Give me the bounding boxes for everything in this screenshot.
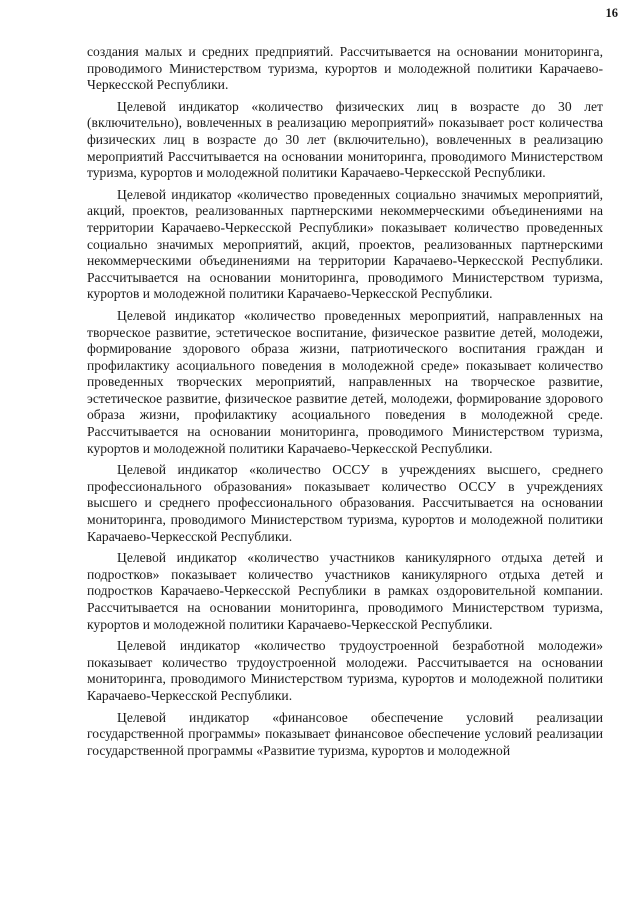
paragraph-indicator-young-people: Целевой индикатор «количество физических лиц в возрасте до 30 лет (включительно), вовлеченных в реализацию мероприятий» показывает рост количества физических лиц в возрасте до 30 лет (включительно), вовлеченных в реализацию мероприятий Рассчитывается на основании мониторинга, проводимого Министерством туризма, курортов и молодежной политики Карачаево-Черкесской Республики. — [87, 98, 603, 181]
paragraph-indicator-social-events: Целевой индикатор «количество проведенных социально значимых мероприятий, акций, проектов, реализованных партнерскими некоммерческими объединениями на территории Карачаево-Черкесской Республики» показывает количество проведенных социально значимых мероприятий, акций, проектов, реализованных партнерскими некоммерческими объединениями на территории Карачаево-Черкесской Республики. Рассчитывается на основании мониторинга, проводимого Министерством туризма, курортов и молодежной политики Карачаево-Черкесской Республики. — [87, 186, 603, 302]
paragraph-indicator-creative-events: Целевой индикатор «количество проведенных мероприятий, направленных на творческое развитие, эстетическое воспитание, физическое развитие детей, молодежи, формирование здорового образа жизни, патриотического воспитания граждан и профилактику асоциального поведения в молодежной среде» показывает количество проведенных творческих мероприятий, направленных на творческое развитие, эстетическое развитие, физическое развитие детей, молодежи, формирование здорового образа жизни, профилактику асоциального поведения в молодежной среде. Рассчитывается на основании мониторинга, проводимого Министерством туризма, курортов и молодежной политики Карачаево-Черкесской Республики. — [87, 307, 603, 456]
paragraph-continuation: создания малых и средних предприятий. Рассчитывается на основании мониторинга, проводимого Министерством туризма, курортов и молодежной политики Карачаево-Черкесской Республики. — [87, 44, 603, 93]
document-body — [87, 44, 603, 759]
paragraph-indicator-employed-youth: Целевой индикатор «количество трудоустроенной безработной молодежи» показывает количество трудоустроенной молодежи. Рассчитывается на основании мониторинга, проводимого Министерством туризма, курортов и молодежной политики Карачаево-Черкесской Республики. — [87, 638, 603, 703]
paragraph-indicator-vacation-participants: Целевой индикатор «количество участников каникулярного отдыха детей и подростков» показывает количество участников каникулярного отдыха детей и подростков Карачаево-Черкесской Республики в рамках оздоровительной компании. Рассчитывается на основании мониторинга, проводимого Министерством туризма, курортов и молодежной политики Карачаево-Черкесской Республики. — [87, 550, 603, 632]
paragraph-indicator-financial-support: Целевой индикатор «финансовое обеспечение условий реализации государственной программы» показывает финансовое обеспечение условий реализации государственной программы «Развитие туризма, курортов и молодежной — [87, 709, 603, 758]
paragraph-indicator-ossu: Целевой индикатор «количество ОССУ в учреждениях высшего, среднего профессионального образования» показывает количество ОССУ в учреждениях высшего и среднего профессионального образования. Рассчитывается на основании мониторинга, проводимого Министерством туризма, курортов и молодежной политики Карачаево-Черкесской Республики. — [87, 462, 603, 544]
page-number: 16 — [605, 6, 618, 20]
